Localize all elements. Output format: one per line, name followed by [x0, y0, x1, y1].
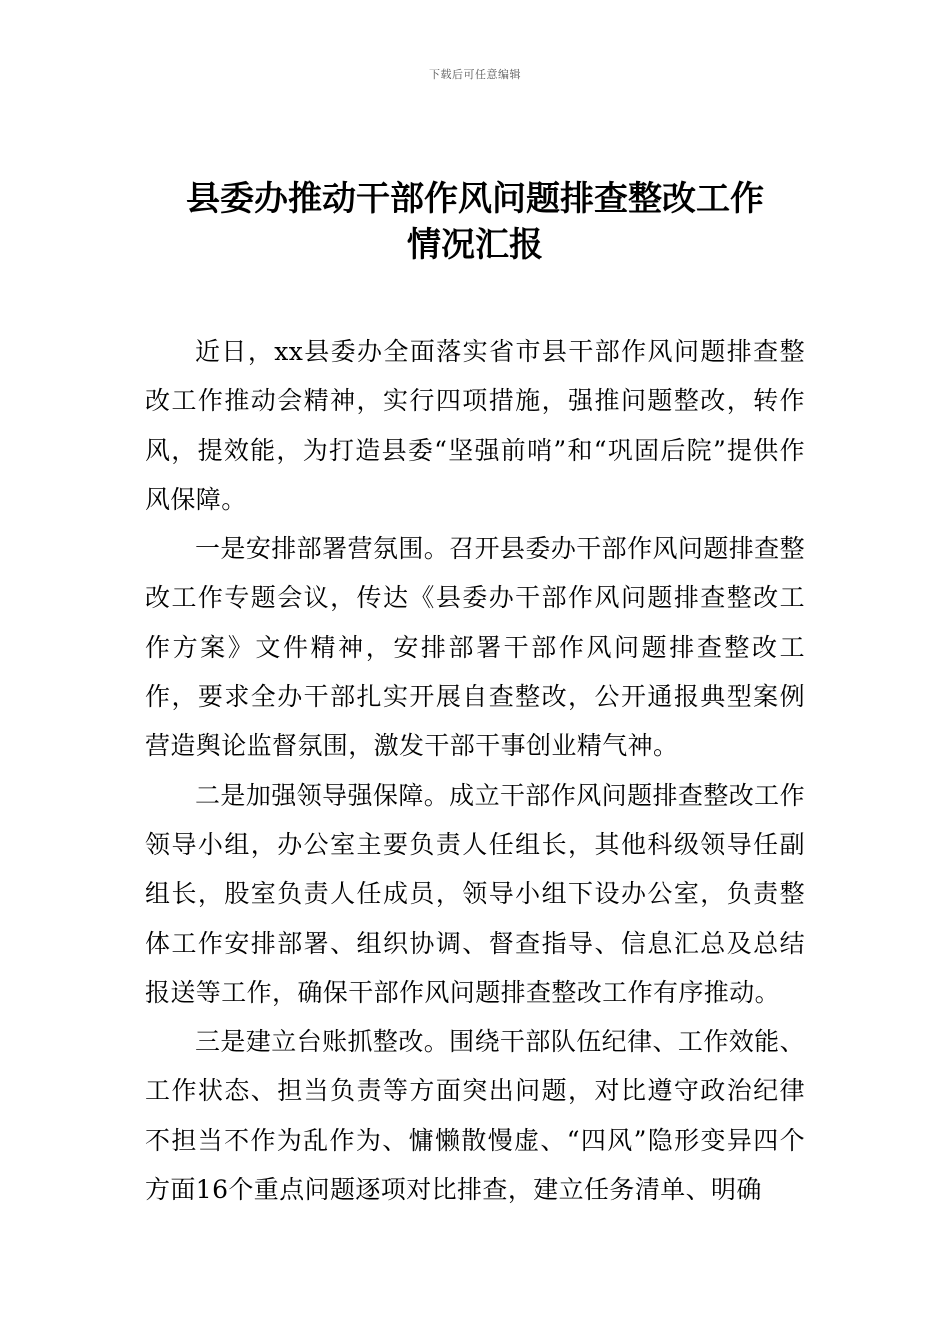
title-line-2: 情况汇报 — [407, 225, 543, 265]
title-line-1: 县委办推动干部作风问题排查整改工作 — [186, 179, 764, 219]
header-note: 下载后可任意编辑 — [429, 68, 521, 81]
document-body — [145, 327, 805, 1214]
paragraph-measure-2: 二是加强领导强保障。成立干部作风问题排查整改工作领导小组，办公室主要负责人任组长，其他科级领导任副组长，股室负责人任成员，领导小组下设办公室，负责整体工作安排部署、组织协调、督查指导、信息汇总及总结报送等工作，确保干部作风问题排查整改工作有序推动。 — [145, 780, 805, 1007]
paragraph-measure-1: 一是安排部署营氛围。召开县委办干部作风问题排查整改工作专题会议，传达《县委办干部作风问题排查整改工作方案》文件精神，安排部署干部作风问题排查整改工作，要求全办干部扎实开展自查整改，公开通报典型案例营造舆论监督氛围，激发干部干事创业精气神。 — [145, 534, 805, 761]
paragraph-measure-3: 三是建立台账抓整改。围绕干部队伍纪律、工作效能、工作状态、担当负责等方面突出问题，对比遵守政治纪律不担当不作为乱作为、慵懒散慢虚、“四风”隐形变异四个方面16个重点问题逐项对比排查，建立任务清单、明确 — [145, 1027, 805, 1205]
paragraph-intro: 近日，xx县委办全面落实省市县干部作风问题排查整改工作推动会精神，实行四项措施，强推问题整改，转作风，提效能，为打造县委“坚强前哨”和“巩固后院”提供作风保障。 — [145, 337, 805, 514]
document-title — [100, 176, 850, 268]
